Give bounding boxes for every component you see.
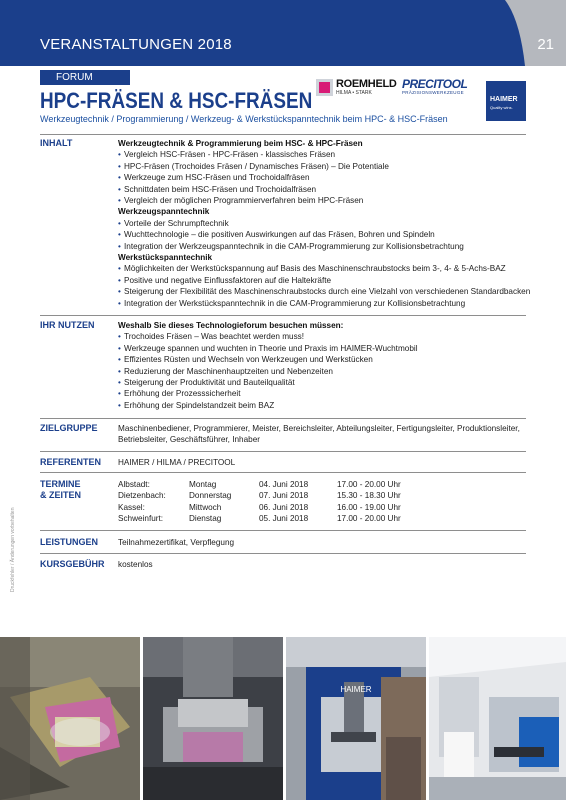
schedule-city: Schweinfurt: [118,514,164,524]
list-item: • Reduzierung der Maschinenhauptzeiten und Nebenzeiten [118,366,526,377]
schedule-table [118,479,526,525]
page-header [0,0,566,66]
list-item: • Steigerung der Produktivität und Bauteilqualität [118,377,526,388]
page-number: 21 [537,36,554,53]
list-item: • Positive und negative Einflussfaktoren auf die Haltekräfte [118,275,526,286]
haimer-name: HAIMER [490,96,518,103]
section-label: KURSGEBÜHR [40,559,105,569]
schedule-day: Montag [189,480,217,489]
inhalt-content [118,138,531,309]
divider [40,315,526,316]
list-item: • Trochoides Fräsen – Was beachtet werden muss! [118,331,526,342]
divider [40,134,526,135]
nutzen-content [118,320,526,411]
termine-label-2: & ZEITEN [40,490,82,500]
schedule-day: Dienstag [189,514,222,524]
zielgruppe-text: Maschinenbediener, Programmierer, Meister, Bereichsleiter, Abteilungsleiter, Fertigungsleiter, Produktionsleiter, Betriebsleiter, Geschäftsführer, Inhaber [118,424,520,445]
section-label: LEISTUNGEN [40,537,99,547]
section-label [40,479,81,501]
schedule-row [118,502,526,513]
section-label: ZIELGRUPPE [40,423,98,433]
list-item: • Vergleich der möglichen Programmierverfahren beim HPC-Fräsen [118,195,526,206]
section-label: IHR NUTZEN [40,320,95,330]
list-item: • Erhöhung der Spindelstandzeit beim BAZ [118,400,526,411]
schedule-day: Donnerstag [189,491,232,501]
list-item: • Vorteile der Schrumpftechnik [118,218,526,229]
schedule-city: Dietzenbach: [118,491,166,501]
photo-strip [0,637,566,800]
photo-tool-room [429,637,566,800]
list-item: • Erhöhung der Prozesssicherheit [118,388,526,399]
schedule-city: Kassel: [118,502,145,512]
page-subtitle: Werkzeugtechnik / Programmierung / Werkzeug- & Werkstückspanntechnik beim HPC- & HSC-Fräsen [40,114,448,124]
list-item: • HPC-Fräsen (Trochoides Fräsen / Dynamisches Fräsen) – Die Potentiale [118,161,526,172]
photo-workpiece-clamping [143,637,283,800]
list-item: • Integration der Werkzeugspanntechnik in die CAM-Programmierung zur Kollisionsbetrachtung [118,241,526,252]
list-item: • Integration der Werkstückspanntechnik in die CAM-Programmierung zur Kollisionsbetrachtung [118,298,526,309]
header-title: VERANSTALTUNGEN 2018 [40,36,232,53]
precitool-logo [402,78,467,96]
section-label: REFERENTEN [40,457,102,467]
list-item: • Schnittdaten beim HSC-Fräsen und Trochoidalfräsen [118,184,526,195]
roemheld-logo-mark [316,79,333,96]
termine-label-1: TERMINE [40,479,81,489]
leistungen-text: Teilnahmezertifikat, Verpflegung [118,538,235,547]
list-item: • Werkzeuge spannen und wuchten in Theorie und Praxis im HAIMER-Wuchtmobil [118,343,526,354]
photo-milling-vise [0,637,140,800]
haimer-sub: Quality wins. [490,105,513,110]
list-item: • Wuchttechnologie – die positiven Auswirkungen auf das Fräsen, Bohren und Spindeln [118,229,526,240]
photo-haimer-machine [286,637,426,800]
list-item: • Effizientes Rüsten und Wechseln von Werkzeugen und Werkstücken [118,354,526,365]
schedule-day: Mittwoch [189,502,222,512]
divider [40,472,526,473]
schedule-row [118,479,526,490]
svg-text:HAIMER: HAIMER [340,685,372,694]
side-note: Druckfehler / Änderungen vorbehalten [10,507,16,592]
precitool-name: PRECITOOL [402,77,468,91]
roemheld-name: ROEMHELD [336,78,397,90]
kursgebuehr-text: kostenlos [118,560,153,569]
precitool-sub: PRÄZISIONSWERKZEUGE [402,90,464,95]
nutzen-heading: Weshalb Sie dieses Technologieforum besuchen müssen: [118,321,344,330]
roemheld-sub: HILMA • STARK [336,90,372,96]
forum-badge: FORUM [40,70,130,85]
divider [40,418,526,419]
schedule-time: 17.00 - 20.00 Uhr [337,480,401,489]
schedule-time: 17.00 - 20.00 Uhr [337,514,401,524]
header-banner [0,0,566,66]
referenten-text: HAIMER / HILMA / PRECITOOL [118,458,236,467]
schedule-time: 15.30 - 18.30 Uhr [337,491,401,501]
page-title: HPC-FRÄSEN & HSC-FRÄSEN [40,88,313,113]
roemheld-logo [316,79,397,97]
group-heading: Werkzeugspanntechnik [118,207,210,217]
schedule-date: 07. Juni 2018 [259,491,309,501]
schedule-row [118,490,526,501]
group-heading: Werkstückspanntechnik [118,253,213,263]
schedule-date: 05. Juni 2018 [259,514,309,524]
divider [40,553,526,554]
list-item: • Vergleich HSC-Fräsen - HPC-Fräsen - klassisches Fräsen [118,149,526,160]
schedule-date: 04. Juni 2018 [259,480,309,489]
list-item: • Steigerung der Flexibilität des Maschinenschraubstocks durch eine Vielzahl von verschiedenen Standardbacken [118,286,526,297]
list-item: • Möglichkeiten der Werkstückspannung auf Basis des Maschinenschraubstocks beim 3-, 4- & 5-Achs-BAZ [118,263,526,274]
group-heading: Werkzeugtechnik & Programmierung beim HSC- & HPC-Fräsen [118,139,363,148]
schedule-time: 16.00 - 19.00 Uhr [337,502,401,512]
list-item: • Werkzeuge zum HSC-Fräsen und Trochoidalfräsen [118,172,526,183]
section-label: INHALT [40,138,73,148]
divider [40,530,526,531]
schedule-date: 06. Juni 2018 [259,502,309,512]
schedule-city: Albstadt: [118,480,150,489]
schedule-row [118,513,526,524]
haimer-logo [486,81,526,121]
divider [40,451,526,452]
